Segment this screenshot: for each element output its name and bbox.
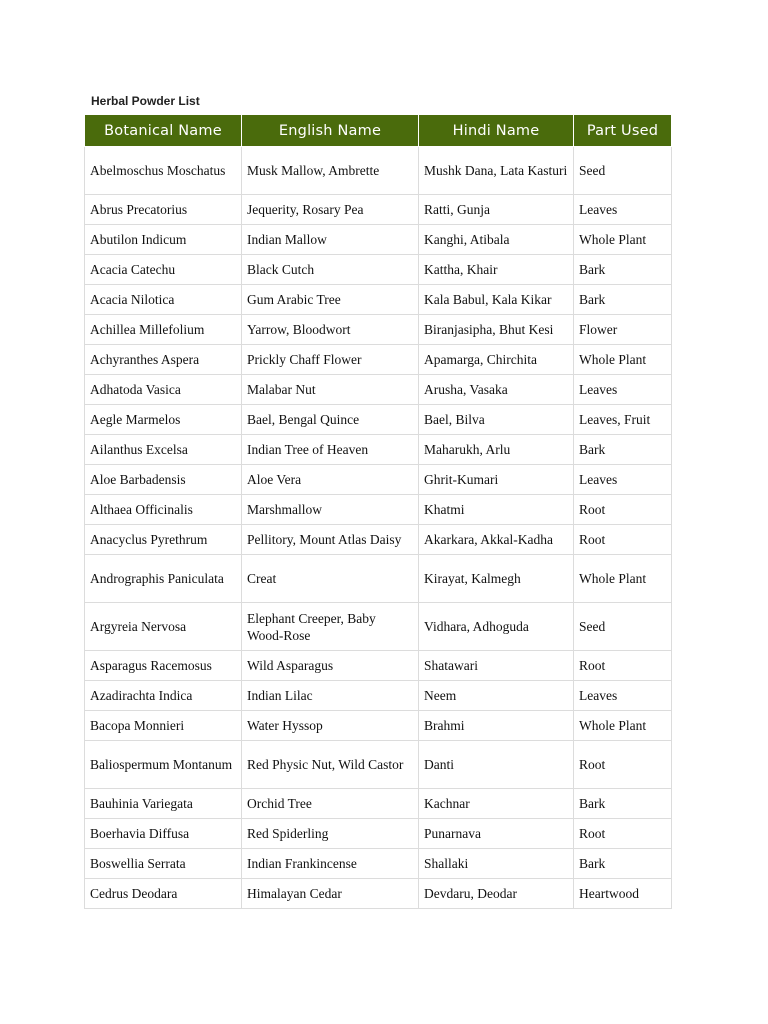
cell-botanical-name: Baliospermum Montanum	[85, 741, 242, 789]
cell-hindi-name: Kattha, Khair	[419, 255, 574, 285]
table-row	[85, 849, 672, 879]
cell-english-name: Orchid Tree	[242, 789, 419, 819]
cell-part-used: Heartwood	[574, 879, 672, 909]
cell-english-name: Creat	[242, 555, 419, 603]
cell-english-name: Indian Frankincense	[242, 849, 419, 879]
cell-hindi-name: Punarnava	[419, 819, 574, 849]
cell-hindi-name: Shallaki	[419, 849, 574, 879]
table-row	[85, 345, 672, 375]
cell-part-used: Root	[574, 819, 672, 849]
cell-part-used: Seed	[574, 603, 672, 651]
cell-part-used: Leaves, Fruit	[574, 405, 672, 435]
table-row	[85, 375, 672, 405]
cell-hindi-name: Akarkara, Akkal-Kadha	[419, 525, 574, 555]
cell-part-used: Seed	[574, 147, 672, 195]
table-row	[85, 741, 672, 789]
table-row	[85, 195, 672, 225]
table-header-row	[85, 115, 672, 147]
cell-english-name: Aloe Vera	[242, 465, 419, 495]
cell-botanical-name: Althaea Officinalis	[85, 495, 242, 525]
cell-part-used: Bark	[574, 435, 672, 465]
cell-part-used: Root	[574, 651, 672, 681]
table-row	[85, 681, 672, 711]
header-botanical-name: Botanical Name	[85, 115, 242, 147]
cell-part-used: Root	[574, 525, 672, 555]
cell-english-name: Water Hyssop	[242, 711, 419, 741]
cell-botanical-name: Ailanthus Excelsa	[85, 435, 242, 465]
cell-part-used: Flower	[574, 315, 672, 345]
cell-hindi-name: Ratti, Gunja	[419, 195, 574, 225]
table-row	[85, 495, 672, 525]
cell-part-used: Root	[574, 495, 672, 525]
cell-part-used: Bark	[574, 849, 672, 879]
cell-botanical-name: Azadirachta Indica	[85, 681, 242, 711]
table-row	[85, 651, 672, 681]
cell-hindi-name: Kala Babul, Kala Kikar	[419, 285, 574, 315]
cell-english-name: Pellitory, Mount Atlas Daisy	[242, 525, 419, 555]
table-row	[85, 255, 672, 285]
table-row	[85, 225, 672, 255]
cell-part-used: Leaves	[574, 375, 672, 405]
table-row	[85, 465, 672, 495]
cell-botanical-name: Abrus Precatorius	[85, 195, 242, 225]
cell-hindi-name: Devdaru, Deodar	[419, 879, 574, 909]
cell-english-name: Indian Tree of Heaven	[242, 435, 419, 465]
cell-part-used: Leaves	[574, 195, 672, 225]
cell-botanical-name: Aegle Marmelos	[85, 405, 242, 435]
cell-english-name: Wild Asparagus	[242, 651, 419, 681]
cell-english-name: Yarrow, Bloodwort	[242, 315, 419, 345]
cell-botanical-name: Acacia Catechu	[85, 255, 242, 285]
cell-botanical-name: Boerhavia Diffusa	[85, 819, 242, 849]
cell-hindi-name: Kanghi, Atibala	[419, 225, 574, 255]
cell-part-used: Bark	[574, 789, 672, 819]
table-row	[85, 147, 672, 195]
cell-part-used: Whole Plant	[574, 345, 672, 375]
cell-hindi-name: Brahmi	[419, 711, 574, 741]
cell-english-name: Black Cutch	[242, 255, 419, 285]
cell-english-name: Bael, Bengal Quince	[242, 405, 419, 435]
cell-hindi-name: Bael, Bilva	[419, 405, 574, 435]
cell-botanical-name: Achyranthes Aspera	[85, 345, 242, 375]
cell-botanical-name: Boswellia Serrata	[85, 849, 242, 879]
cell-english-name: Elephant Creeper, Baby Wood-Rose	[242, 603, 419, 651]
cell-botanical-name: Bacopa Monnieri	[85, 711, 242, 741]
cell-botanical-name: Argyreia Nervosa	[85, 603, 242, 651]
cell-hindi-name: Shatawari	[419, 651, 574, 681]
cell-hindi-name: Neem	[419, 681, 574, 711]
cell-hindi-name: Apamarga, Chirchita	[419, 345, 574, 375]
cell-botanical-name: Anacyclus Pyrethrum	[85, 525, 242, 555]
cell-part-used: Root	[574, 741, 672, 789]
cell-part-used: Leaves	[574, 681, 672, 711]
table-row	[85, 405, 672, 435]
cell-english-name: Himalayan Cedar	[242, 879, 419, 909]
table-row	[85, 435, 672, 465]
table-row	[85, 285, 672, 315]
cell-english-name: Malabar Nut	[242, 375, 419, 405]
cell-hindi-name: Ghrit-Kumari	[419, 465, 574, 495]
herbal-powder-table	[84, 114, 672, 909]
cell-hindi-name: Khatmi	[419, 495, 574, 525]
header-hindi-name: Hindi Name	[419, 115, 574, 147]
cell-hindi-name: Maharukh, Arlu	[419, 435, 574, 465]
cell-english-name: Red Spiderling	[242, 819, 419, 849]
cell-hindi-name: Kirayat, Kalmegh	[419, 555, 574, 603]
cell-botanical-name: Adhatoda Vasica	[85, 375, 242, 405]
cell-hindi-name: Vidhara, Adhoguda	[419, 603, 574, 651]
cell-botanical-name: Cedrus Deodara	[85, 879, 242, 909]
cell-english-name: Marshmallow	[242, 495, 419, 525]
cell-botanical-name: Achillea Millefolium	[85, 315, 242, 345]
cell-part-used: Whole Plant	[574, 225, 672, 255]
table-row	[85, 711, 672, 741]
cell-botanical-name: Abutilon Indicum	[85, 225, 242, 255]
header-part-used: Part Used	[574, 115, 672, 147]
table-row	[85, 603, 672, 651]
page-title: Herbal Powder List	[91, 94, 200, 108]
cell-english-name: Musk Mallow, Ambrette	[242, 147, 419, 195]
cell-english-name: Indian Mallow	[242, 225, 419, 255]
table-row	[85, 525, 672, 555]
cell-english-name: Gum Arabic Tree	[242, 285, 419, 315]
cell-botanical-name: Asparagus Racemosus	[85, 651, 242, 681]
cell-botanical-name: Acacia Nilotica	[85, 285, 242, 315]
cell-english-name: Prickly Chaff Flower	[242, 345, 419, 375]
cell-english-name: Indian Lilac	[242, 681, 419, 711]
table-row	[85, 555, 672, 603]
cell-hindi-name: Mushk Dana, Lata Kasturi	[419, 147, 574, 195]
table-row	[85, 819, 672, 849]
cell-english-name: Red Physic Nut, Wild Castor	[242, 741, 419, 789]
cell-hindi-name: Danti	[419, 741, 574, 789]
cell-part-used: Leaves	[574, 465, 672, 495]
cell-botanical-name: Bauhinia Variegata	[85, 789, 242, 819]
table-row	[85, 789, 672, 819]
cell-botanical-name: Abelmoschus Moschatus	[85, 147, 242, 195]
cell-hindi-name: Biranjasipha, Bhut Kesi	[419, 315, 574, 345]
cell-part-used: Whole Plant	[574, 555, 672, 603]
cell-botanical-name: Aloe Barbadensis	[85, 465, 242, 495]
cell-hindi-name: Kachnar	[419, 789, 574, 819]
table-row	[85, 315, 672, 345]
header-english-name: English Name	[242, 115, 419, 147]
cell-hindi-name: Arusha, Vasaka	[419, 375, 574, 405]
cell-botanical-name: Andrographis Paniculata	[85, 555, 242, 603]
table-row	[85, 879, 672, 909]
cell-part-used: Whole Plant	[574, 711, 672, 741]
cell-english-name: Jequerity, Rosary Pea	[242, 195, 419, 225]
cell-part-used: Bark	[574, 285, 672, 315]
cell-part-used: Bark	[574, 255, 672, 285]
